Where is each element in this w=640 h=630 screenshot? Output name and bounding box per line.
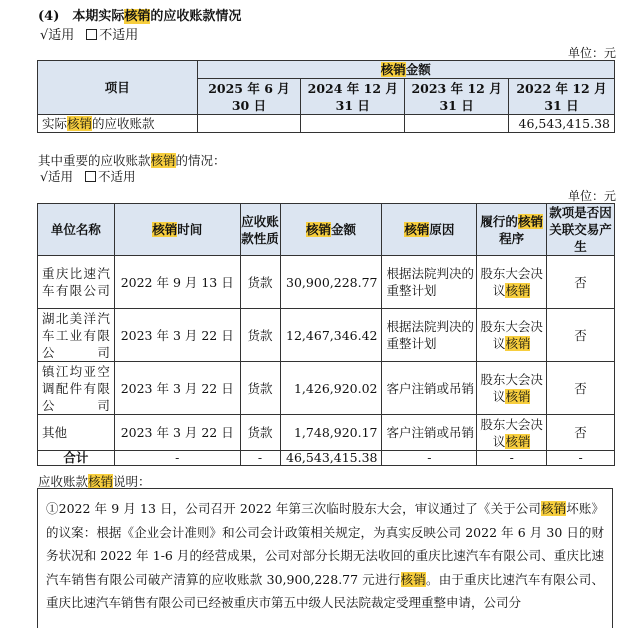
writeoff-summary-table bbox=[37, 60, 615, 133]
writeoff-note: ①2022 年 9 月 13 日，公司召开 2022 年第三次临时股东大会，审议通过了《关于公司核销坏账》的议案：根据《企业会计准则》和公司会计政策相关规定，为真实反映公司 2022 年 6 月 30 日的财务状况和 2022 年 1-6 月的经营成果，公司对部分长期无法收回的重庆比速汽车有限公司、重庆比速汽车销售有限公司破产清算的应收账款 30,900,228.77 元进行核销。由于重庆比速汽车有限公司、重庆比速汽车销售有限公司已经被重庆市第五中级人民法院裁定受理重整申请，公司分 bbox=[37, 488, 613, 628]
header-nature: 应收账款性质 bbox=[240, 204, 280, 256]
header-writeoff-time: 核销时间 bbox=[114, 204, 240, 256]
procedure-cell: 股东大会决议核销 bbox=[477, 256, 547, 309]
applicable-check: √适用 bbox=[40, 169, 73, 184]
total-label: 合计 bbox=[38, 451, 115, 466]
related-cell: 否 bbox=[547, 309, 615, 362]
time-cell: 2023 年 3 月 22 日 bbox=[114, 309, 240, 362]
unit-name-cell: 湖北美洋汽车工业有限公司 bbox=[38, 309, 115, 362]
total-time: - bbox=[114, 451, 240, 466]
unit-label-1: 单位：元 bbox=[567, 46, 616, 60]
applicability-options-2 bbox=[40, 167, 135, 185]
date-header: 2023 年 12 月 31 日 bbox=[405, 79, 509, 115]
header-procedure: 履行的核销程序 bbox=[477, 204, 547, 256]
time-cell: 2023 年 3 月 22 日 bbox=[114, 415, 240, 451]
value-cell: 46,543,415.38 bbox=[508, 115, 614, 133]
section-title: (4) 本期实际核销的应收账款情况 bbox=[38, 9, 242, 24]
procedure-cell: 股东大会决议核销 bbox=[477, 415, 547, 451]
not-applicable-label: 不适用 bbox=[97, 169, 136, 184]
value-cell bbox=[405, 115, 509, 133]
unit-label-2: 单位：元 bbox=[567, 189, 616, 203]
applicable-check: √适用 bbox=[40, 28, 75, 43]
sub-title: 其中重要的应收账款核销的情况： bbox=[38, 153, 226, 168]
total-row bbox=[38, 451, 615, 466]
date-header: 2025 年 6 月 30 日 bbox=[197, 79, 301, 115]
not-applicable-checkbox bbox=[86, 29, 97, 40]
amount-cell: 12,467,346.42 bbox=[280, 309, 382, 362]
reason-cell: 根据法院判决的重整计划 bbox=[382, 309, 477, 362]
total-reason: - bbox=[382, 451, 477, 466]
unit-name-cell: 其他 bbox=[38, 415, 115, 451]
table-row bbox=[38, 256, 615, 309]
date-header: 2024 年 12 月 31 日 bbox=[301, 79, 405, 115]
total-nature: - bbox=[240, 451, 280, 466]
nature-cell: 货款 bbox=[240, 362, 280, 415]
value-cell bbox=[301, 115, 405, 133]
related-cell: 否 bbox=[547, 362, 615, 415]
value-cell bbox=[197, 115, 301, 133]
amount-cell: 1,426,920.02 bbox=[280, 362, 382, 415]
nature-cell: 货款 bbox=[240, 309, 280, 362]
row-label: 实际核销的应收账款 bbox=[38, 115, 198, 133]
procedure-cell: 股东大会决议核销 bbox=[477, 309, 547, 362]
reason-cell: 客户注销或吊销 bbox=[382, 415, 477, 451]
total-amount: 46,543,415.38 bbox=[280, 451, 382, 466]
table-row bbox=[38, 415, 615, 451]
amount-header: 核销金额 bbox=[197, 61, 614, 79]
reason-cell: 客户注销或吊销 bbox=[382, 362, 477, 415]
date-header: 2022 年 12 月 31 日 bbox=[508, 79, 614, 115]
amount-cell: 1,748,920.17 bbox=[280, 415, 382, 451]
time-cell: 2023 年 3 月 22 日 bbox=[114, 362, 240, 415]
item-header: 项目 bbox=[38, 61, 198, 115]
header-related: 款项是否因关联交易产生 bbox=[547, 204, 615, 256]
unit-name-cell: 重庆比速汽车有限公司 bbox=[38, 256, 115, 309]
not-applicable-label: 不适用 bbox=[99, 28, 139, 43]
applicability-options-1 bbox=[40, 24, 138, 43]
time-cell: 2022 年 9 月 13 日 bbox=[114, 256, 240, 309]
reason-cell: 根据法院判决的重整计划 bbox=[382, 256, 477, 309]
not-applicable-checkbox bbox=[85, 171, 96, 182]
nature-cell: 货款 bbox=[240, 415, 280, 451]
header-unit-name: 单位名称 bbox=[38, 204, 115, 256]
table-row bbox=[38, 362, 615, 415]
nature-cell: 货款 bbox=[240, 256, 280, 309]
total-related: - bbox=[547, 451, 615, 466]
header-reason: 核销原因 bbox=[382, 204, 477, 256]
total-procedure: - bbox=[477, 451, 547, 466]
table-row bbox=[38, 309, 615, 362]
important-writeoff-table bbox=[37, 203, 615, 466]
related-cell: 否 bbox=[547, 415, 615, 451]
note-label: 应收账款核销说明： bbox=[38, 474, 151, 489]
procedure-cell: 股东大会决议核销 bbox=[477, 362, 547, 415]
related-cell: 否 bbox=[547, 256, 615, 309]
unit-name-cell: 镇江均亚空调配件有限公司 bbox=[38, 362, 115, 415]
header-amount: 核销金额 bbox=[280, 204, 382, 256]
amount-cell: 30,900,228.77 bbox=[280, 256, 382, 309]
